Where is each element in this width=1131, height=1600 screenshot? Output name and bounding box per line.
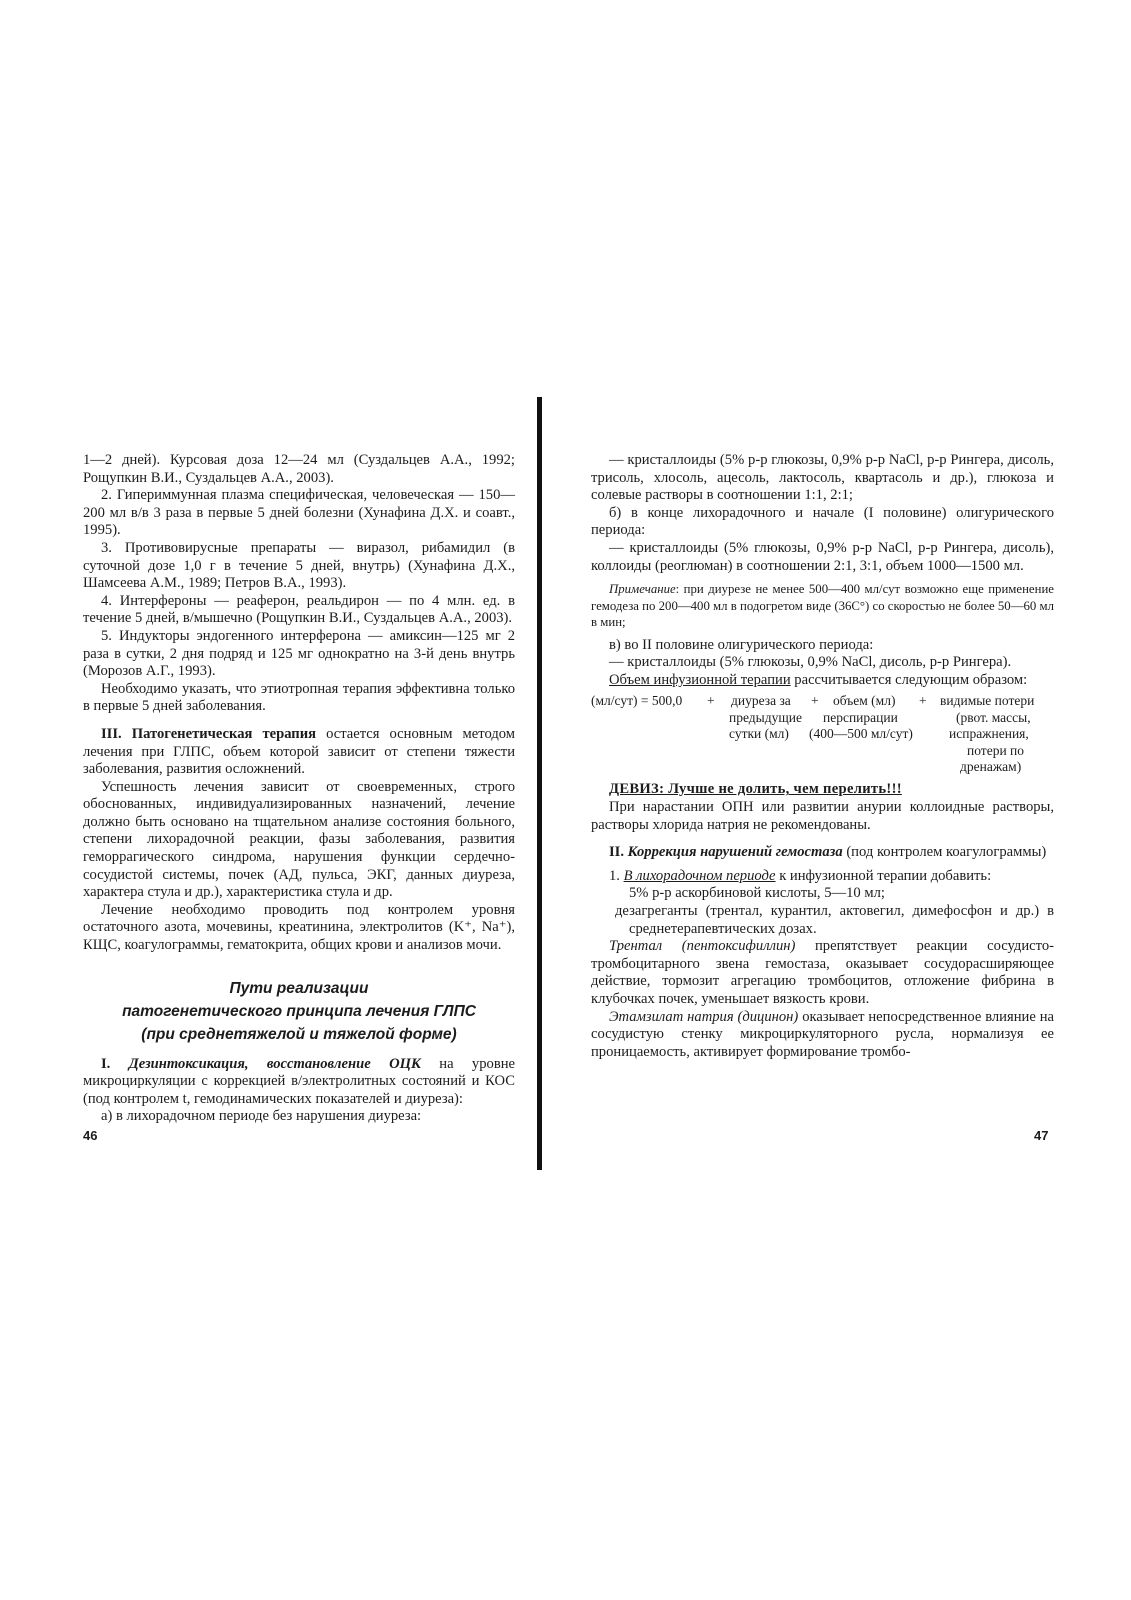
note xyxy=(591,581,1054,631)
formula-term: видимые потери xyxy=(940,693,1035,709)
formula-term: (рвот. массы, xyxy=(956,709,1031,725)
formula-term: потери по xyxy=(967,742,1025,758)
formula-plus: + xyxy=(811,693,819,709)
paragraph: 4. Интерфероны — реаферон, реальдирон — по 4 млн. ед. в течение 5 дней, в/мышечно (Рощупкин В.И., Суздальцев А.А., 2003). xyxy=(83,592,515,627)
underlined-term: В лихорадочном периоде xyxy=(623,867,776,884)
paragraph xyxy=(591,1009,1054,1062)
note-text: : при диурезе не менее 500—400 мл/сут возможно еще применение гемодеза по 200—400 мл в подогретом виде (36С°) со скоростью не более 50—60 мл в мин; xyxy=(591,582,1054,630)
infusion-formula xyxy=(591,693,1054,775)
paragraph-text: остается основным методом лечения при ГЛПС, объем которой зависит от степени тяжести заболевания, развития осложнений. xyxy=(83,725,516,778)
formula-term: перспирации xyxy=(823,709,898,725)
paragraph: При нарастании ОПН или развитии анурии коллоидные растворы, растворы хлорида натрия не рекомендованы. xyxy=(591,799,1054,833)
formula-term: сутки (мл) xyxy=(729,726,789,742)
underlined-term: Объем инфузионной терапии xyxy=(609,671,791,688)
list-number: II. xyxy=(609,844,628,861)
paragraph: Лечение необходимо проводить под контролем уровня остаточного азота, мочевины, креатинина, электролитов (K⁺, Na⁺), КЩС, коагулограммы, гематокрита, общих крови и анализов мочи. xyxy=(83,901,515,954)
formula-term: (400—500 мл/сут) xyxy=(809,726,913,742)
section-heading: (при среднетяжелой и тяжелой форме) xyxy=(141,1025,457,1043)
paragraph: Необходимо указать, что этиотропная терапия эффективна только в первые 5 дней заболевания. xyxy=(83,680,515,715)
paragraph: 5% р-р аскорбиновой кислоты, 5—10 мл; xyxy=(629,885,885,902)
paragraph: 1—2 дней). Курсовая доза 12—24 мл (Суздальцев А.А., 1992; Рощупкин В.И., Суздальцев А.А., 2003). xyxy=(83,452,515,486)
formula-lhs: (мл/сут) = 500,0 xyxy=(591,693,683,709)
paragraph: Успешность лечения зависит от своевременных, строго обоснованных, индивидуализированных назначений, лечение должно быть основано на тщательном анализе состояния больного, степени лихорадочной реакции, фазы заболевания, развития геморрагического синдрома, нарушения функции сердечно-сосудистой системы, почек (АД, пульса, ЭКГ, данных диуреза, характера стула и др.), характеристика стула и др. xyxy=(83,778,515,901)
paragraph xyxy=(591,672,1054,690)
list-number: I. xyxy=(101,1055,129,1072)
subsection-title: Дезинтоксикация, восстановление ОЦК xyxy=(128,1055,421,1072)
paragraph-text: препятствует реакции сосудисто-тромбоцитарного звена гемостаза, оказывает сосудорасширяющее действие, тормозит агрегацию тромбоцитов, отложение фибрина в клубочках почек, уменьшает вязкость крови. xyxy=(591,938,1054,1007)
drug-name: Этамзилат натрия (дицинон) xyxy=(609,1008,799,1025)
paragraph-text: (под контролем коагулограммы) xyxy=(842,844,1047,861)
right-page xyxy=(591,452,1054,1061)
paragraph: 2. Гипериммунная плазма специфическая, человеческая — 150—200 мл в/в 3 раза в первые 5 дней болезни (Хунафина Д.Х. и соавт., 1995). xyxy=(83,487,515,539)
drug-name: Трентал (пентоксифиллин) xyxy=(609,938,796,955)
paragraph xyxy=(591,938,1054,1008)
formula-plus: + xyxy=(919,693,927,709)
left-page xyxy=(83,452,515,1126)
paragraph xyxy=(83,1056,515,1109)
formula-term: объем (мл) xyxy=(833,693,896,709)
page-number: 46 xyxy=(83,1128,98,1143)
paragraph xyxy=(591,868,1054,886)
paragraph-text: оказывает непосредственное влияние на сосудистую стенку микроциркуляторного русла, нормализуя ее проницаемость, активирует формирование тромбо- xyxy=(591,1008,1054,1060)
formula-term: диуреза за xyxy=(731,693,791,709)
page-number: 47 xyxy=(1034,1128,1049,1143)
paragraph: — кристаллоиды (5% р-р глюкозы, 0,9% р-р NaCl, р-р Рингера, дисоль, трисоль, хлосоль, ацесоль, лактосоль, квартасоль и др.), глюкоза и солевые растворы в соотношении 1:1, 2:1; xyxy=(591,452,1054,504)
paragraph-text: к инфузионной терапии добавить: xyxy=(775,867,992,884)
formula-term: дренажам) xyxy=(960,759,1022,775)
section-title: III. Патогенетическая терапия xyxy=(101,725,317,742)
section-heading: Пути реализации xyxy=(229,979,369,997)
paragraph: в) во II половине олигурического периода: xyxy=(609,636,874,653)
subsection-title: Коррекция нарушений гемостаза xyxy=(627,844,843,861)
formula-term: испражнения, xyxy=(949,726,1029,742)
paragraph xyxy=(591,781,1054,799)
book-spine xyxy=(537,397,542,1170)
paragraph-text: на уровне микроциркуляции с коррекцией в/электролитных состояний и КОС (под контролем t, гемодинамических показателей и диуреза): xyxy=(83,1055,515,1107)
list-number: 1. xyxy=(609,867,624,884)
paragraph: 3. Противовирусные препараты — виразол, рибамидил (в суточной дозе 1,0 г в течение 5 дней, внутрь) (Хунафина Д.Х., Шамсеева А.М., 1989; Петров В.А., 1993). xyxy=(83,539,515,592)
paragraph: 5. Индукторы эндогенного интерферона — амиксин—125 мг 2 раза в сутки, 2 дня подряд и 125 мг однократно на 3-й день внутрь (Морозов А.Г., 1993). xyxy=(83,627,515,680)
paragraph: дезагреганты (трентал, курантил, актовегил, димефосфон и др.) в среднетерапевтических дозах. xyxy=(615,903,1054,937)
paragraph: б) в конце лихорадочного и начале (I половине) олигурического периода: xyxy=(591,504,1054,539)
note-label: Примечание xyxy=(609,582,676,597)
paragraph: — кристаллоиды (5% глюкозы, 0,9% р-р NaCl, р-р Рингера, дисоль), коллоиды (реоглюман) в соотношении 2:1, 3:1, объем 1000—1500 мл. xyxy=(591,539,1054,574)
formula-term: предыдущие xyxy=(729,709,802,725)
paragraph: — кристаллоиды (5% глюкозы, 0,9% NaCl, дисоль, р-р Рингера). xyxy=(609,654,1012,671)
paragraph xyxy=(591,844,1054,862)
motto: ДЕВИЗ: Лучше не долить, чем перелить!!! xyxy=(609,781,902,798)
formula-plus: + xyxy=(707,693,715,709)
paragraph xyxy=(83,726,515,779)
paragraph: а) в лихорадочном периоде без нарушения диуреза: xyxy=(101,1108,422,1125)
paragraph-text: рассчитывается следующим образом: xyxy=(790,671,1028,688)
section-heading: патогенетического принципа лечения ГЛПС xyxy=(122,1002,476,1020)
